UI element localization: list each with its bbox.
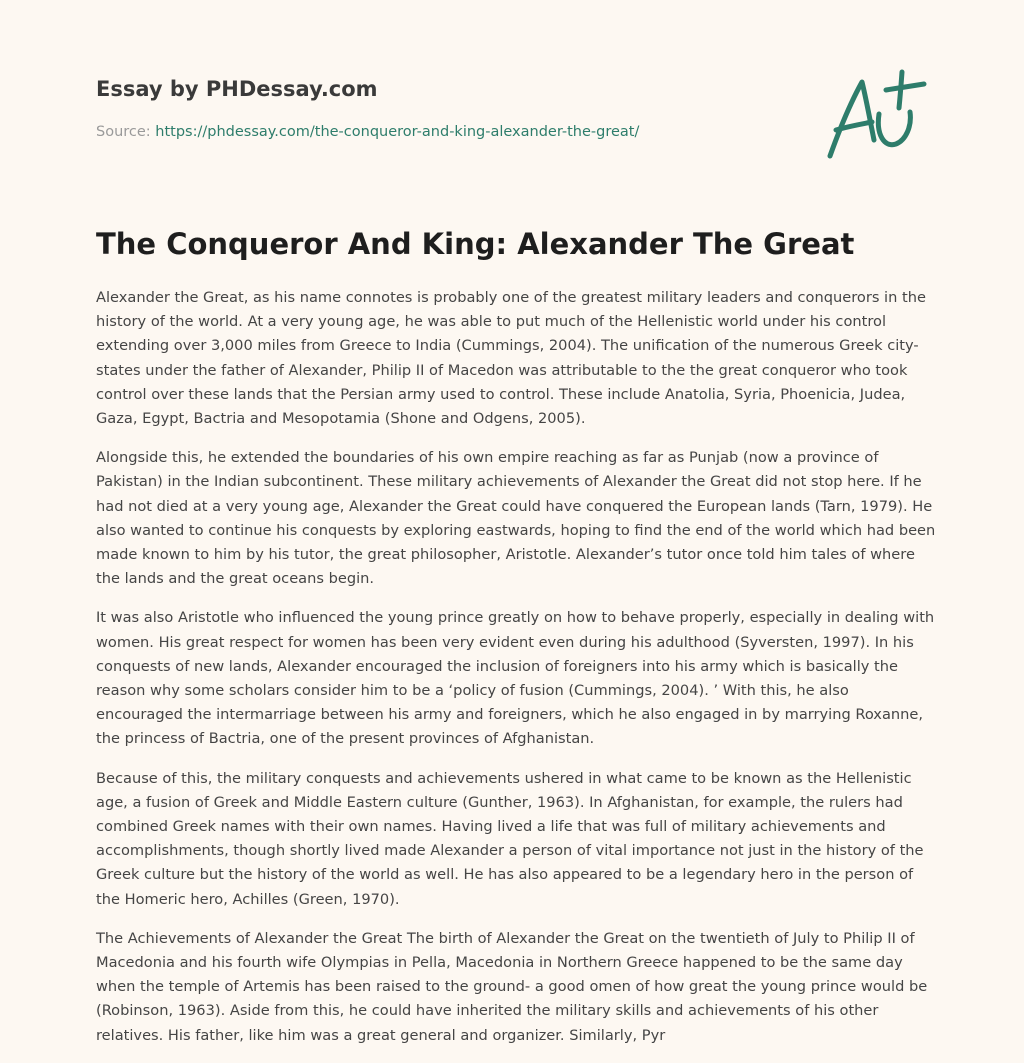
source-label: Source: xyxy=(96,124,156,140)
essay-paragraph-3: It was also Aristotle who influenced the young prince greatly on how to behave properly, especially in dealing with women. His great respect for women has been very evident even during his adulthood (Syversten, 1997). In his conquests of new lands, Alexander encouraged the inclusion of foreigners into his army which is basically the reason why some scholars consider him to be a ‘policy of fusion (Cummings, 2004). ’ With this, he also encouraged the intermarriage between his army and foreigners, which he also engaged in by marrying Roxanne, the princess of Bactria, one of the present provinces of Afghanistan. xyxy=(96,609,935,748)
essay-paragraph-4: Because of this, the military conquests and achievements ushered in what came to be known as the Hellenistic age, a fusion of Greek and Middle Eastern culture (Gunther, 1963). In Afghanistan, for example, the rulers had combined Greek names with their own names. Having lived a life that was full of military achievements and accomplishments, though shortly lived made Alexander a person of vital importance not just in the history of the Greek culture but the history of the world as well. He has also appeared to be a legendary hero in the person of the Homeric hero, Achilles (Green, 1970). xyxy=(96,769,924,908)
source-line xyxy=(96,122,928,142)
document-header xyxy=(96,74,928,142)
essay-paragraph-5: The Achievements of Alexander the Great The birth of Alexander the Great on the twentieth of July to Philip II of Macedonia and his fourth wife Olympias in Pella, Macedonia in Northern Greece happened to be the same day when the temple of Artemis has been raised to the ground- a good omen of how great the young prince would be (Robinson, 1963). Aside from this, he could have inherited the military skills and achievements of his other relatives. His father, like him was a great general and organizer. Similarly, Pyr xyxy=(96,929,928,1044)
site-brand: Essay by PHDessay.com xyxy=(96,77,378,101)
essay-paragraph-2: Alongside this, he extended the boundaries of his own empire reaching as far as Punjab (now a province of Pakistan) in the Indian subcontinent. These military achievements of Alexander the Great did not stop here. If he had not died at a very young age, Alexander the Great could have conquered the European lands (Tarn, 1979). He also wanted to continue his conquests by exploring eastwards, hoping to find the end of the world which had been made known to him by his tutor, the great philosopher, Aristotle. Alexander’s tutor once told him tales of where the lands and the great oceans begin. xyxy=(96,449,936,588)
essay-title: The Conqueror And King: Alexander The Great xyxy=(96,227,855,261)
a-plus-grade-icon xyxy=(822,68,928,166)
essay-paragraph-1: Alexander the Great, as his name connotes is probably one of the greatest military leaders and conquerors in the history of the world. At a very young age, he was able to put much of the Hellenistic world under his control extending over 3,000 miles from Greece to India (Cummings, 2004). The unification of the numerous Greek city-states under the father of Alexander, Philip II of Macedon was attributable to the the great conqueror who took control over these lands that the Persian army used to control. These include Anatolia, Syria, Phoenicia, Judea, Gaza, Egypt, Bactria and Mesopotamia (Shone and Odgens, 2005). xyxy=(96,289,926,428)
source-link[interactable]: https://phdessay.com/the-conqueror-and-king-alexander-the-great/ xyxy=(155,124,640,140)
essay-body xyxy=(96,286,936,1063)
